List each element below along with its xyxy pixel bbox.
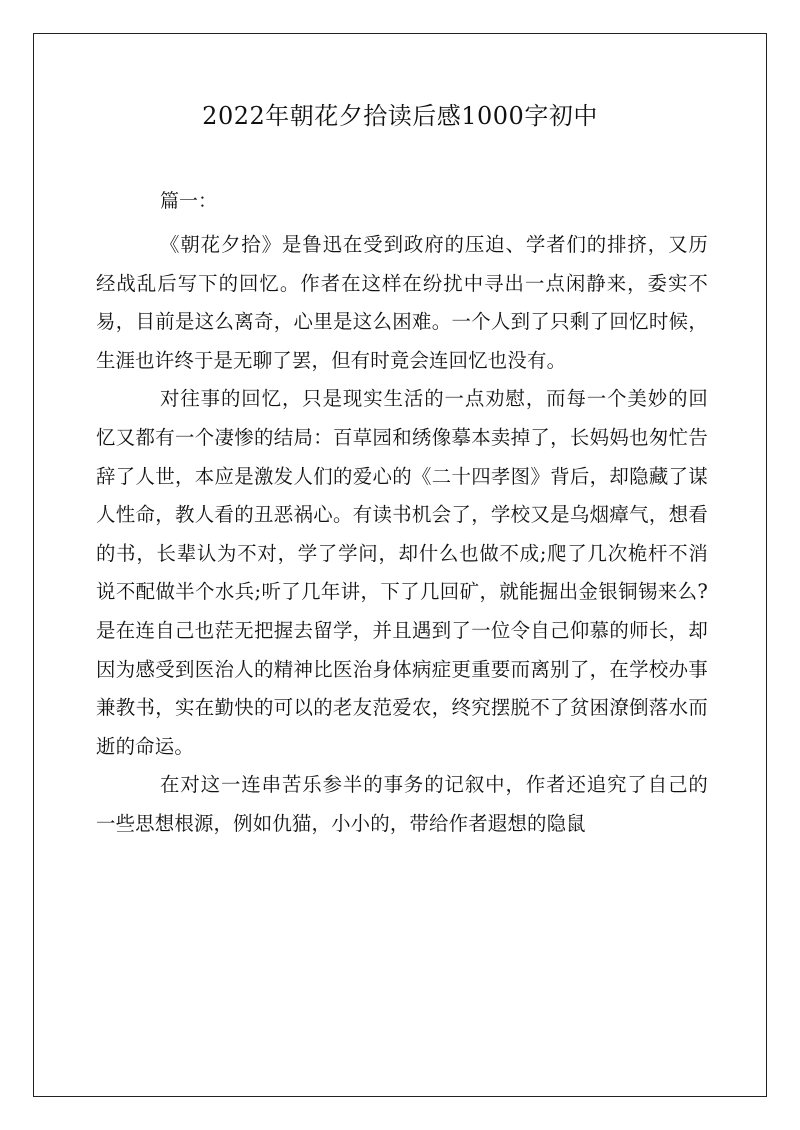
section-label: 篇一：	[160, 190, 218, 212]
paragraph-2: 对往事的回忆，只是现实生活的一点劝慰，而每一个美妙的回忆又都有一个凄惨的结局：百草园和绣像摹本卖掉了，长妈妈也匆忙告辞了人世，本应是激发人们的爱心的《二十四孝图》背后，却隐藏了谋人性命，教人看的丑恶祸心。有读书机会了，学校又是乌烟瘴气，想看的书，长辈认为不对，学了学问，却什么也做不成;爬了几次桅杆不消说不配做半个水兵;听了几年讲，下了几回矿，就能掘出金银铜锡来么?是在连自己也茫无把握去留学，并且遇到了一位令自己仰慕的师长，却因为感受到医治人的精神比医治身体病症更重要而离别了，在学校办事兼教书，实在勤快的可以的老友范爱农，终究摆脱不了贫困潦倒落水而逝的命运。	[96, 387, 708, 758]
document-title: 2022年朝花夕拾读后感1000字初中	[202, 102, 598, 130]
paragraph-1: 《朝花夕拾》是鲁迅在受到政府的压迫、学者们的排挤，又历经战乱后写下的回忆。作者在这样在纷扰中寻出一点闲静来，委实不易，目前是这么离奇，心里是这么困难。一个人到了只剩了回忆时候，生涯也许终于是无聊了罢，但有时竟会连回忆也没有。	[96, 233, 708, 372]
document-body	[96, 226, 708, 844]
paragraph-3: 在对这一连串苦乐参半的事务的记叙中，作者还追究了自己的一些思想根源，例如仇猫，小小的，带给作者遐想的隐鼠	[96, 773, 708, 835]
